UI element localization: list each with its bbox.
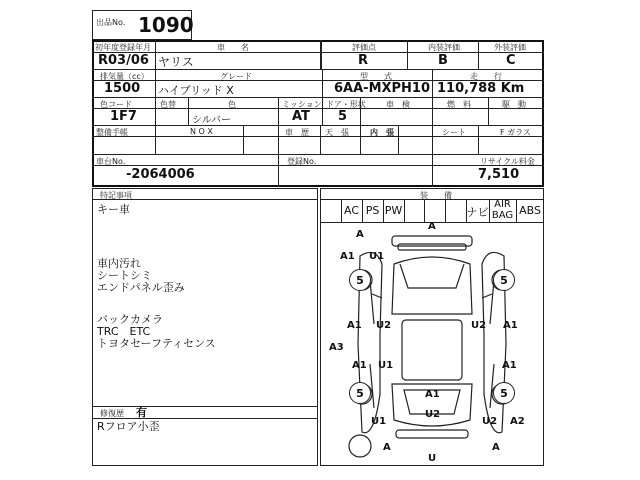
mission-label: ミッション [282, 100, 322, 109]
recycle-label: リサイクル料金 [480, 157, 535, 166]
chassis-value: -2064006 [126, 167, 195, 182]
equipment-ps: PS [365, 204, 380, 217]
equipment-label: 装 備 [420, 191, 452, 200]
damage-code-circled: 5 [493, 269, 515, 291]
lot-number: 1090 [138, 13, 194, 37]
damage-code: A [428, 221, 436, 232]
damage-code-circled: 5 [349, 269, 371, 291]
equipment-navi: ナビ [466, 206, 489, 219]
note-line: 車内汚れ [97, 257, 141, 270]
damage-code-circled: 5 [493, 382, 515, 404]
history-label: 車 歴 [285, 128, 309, 137]
note-line: キー車 [97, 203, 130, 216]
model-value: ヤリス [158, 55, 194, 69]
mileage-value: 110,788 Km [437, 81, 525, 96]
score-label: 評価点 [352, 43, 376, 52]
interior-score-label: 内装評価 [428, 43, 460, 52]
damage-code: A [356, 229, 364, 240]
fuel-label: 燃 料 [447, 100, 471, 109]
year-value: R03/06 [98, 53, 149, 68]
damage-code: A1 [503, 320, 518, 331]
damage-code: A2 [510, 416, 525, 427]
registration-label: 登録No． [287, 157, 322, 166]
damage-code: U2 [376, 320, 392, 331]
damage-code-circled: 5 [349, 382, 371, 404]
cc-label: 排気量（cc） [100, 72, 149, 81]
score-value: R [358, 53, 369, 68]
equipment-airbag: AIR BAG [491, 199, 514, 221]
chassis-label: 車台No． [96, 157, 131, 166]
door-value: 5 [338, 109, 348, 124]
type-value: 6AA-MXPH10 [334, 81, 431, 96]
damage-code: U1 [371, 416, 387, 427]
repair-value: 有 [136, 406, 147, 419]
note-line: エンドパネル歪み [97, 281, 185, 294]
damage-code: A1 [347, 320, 362, 331]
model-label: 車 名 [217, 43, 249, 52]
damage-code: A1 [352, 360, 367, 371]
damage-code: U1 [369, 251, 385, 262]
nox-label: N O X [190, 127, 213, 136]
damage-code: A1 [425, 389, 440, 400]
exterior-score-value: C [506, 53, 516, 68]
cc-value: 1500 [104, 81, 141, 96]
mission-value: AT [292, 109, 310, 124]
grade-label: グレード [220, 72, 252, 81]
notes-label: 特記事項 [100, 191, 132, 200]
damage-code: A3 [329, 342, 344, 353]
note-line: TRC ETC [97, 325, 151, 338]
mileage-label: 走 行 [470, 72, 502, 81]
car-damage-diagram [322, 224, 542, 464]
repair-detail: Rフロア小歪 [97, 420, 160, 433]
repair-label: 修復歴 [100, 409, 124, 418]
color-code-value: 1F7 [110, 109, 137, 124]
note-line: シートシミ [97, 269, 152, 282]
exterior-score-label: 外装評価 [494, 43, 526, 52]
color-value: シルバー [192, 115, 232, 126]
damage-code: U2 [482, 416, 498, 427]
damage-code: A1 [502, 360, 517, 371]
seat-label: シート [442, 128, 466, 137]
lot-label: 出品No． [96, 18, 131, 27]
equipment-pw: PW [384, 204, 403, 217]
type-label: 型 式 [360, 72, 392, 81]
manual-label: 整備手帳 [96, 128, 128, 137]
color-code-label: 色コード [100, 100, 132, 109]
interior-score-value: B [438, 53, 448, 68]
note-line: バックカメラ [97, 313, 163, 326]
interior-trim-label: 内 張 [370, 128, 394, 137]
damage-code: U1 [378, 360, 394, 371]
drive-label: 駆 動 [502, 100, 526, 109]
inspection-label: 車 検 [386, 100, 410, 109]
damage-code: A [492, 442, 500, 453]
damage-code: U [428, 453, 437, 464]
damage-code: A [383, 442, 391, 453]
color-label: 色 [228, 100, 236, 109]
damage-code: A1 [340, 251, 355, 262]
door-label: ドア・形状 [326, 100, 366, 109]
damage-code: U2 [425, 409, 441, 420]
roof-label: 天 張 [325, 128, 349, 137]
recycle-value: 7,510 [478, 167, 520, 182]
equipment-abs: ABS [519, 204, 541, 217]
damage-code: U2 [471, 320, 487, 331]
note-line: トヨタセーフティセンス [97, 337, 216, 350]
grade-value: ハイブリッド X [158, 84, 234, 97]
year-label: 初年度登録年月 [95, 43, 151, 52]
color-change-label: 色替 [160, 100, 176, 109]
glass-label: F ガラス [500, 128, 531, 137]
equipment-ac: AC [343, 204, 359, 217]
